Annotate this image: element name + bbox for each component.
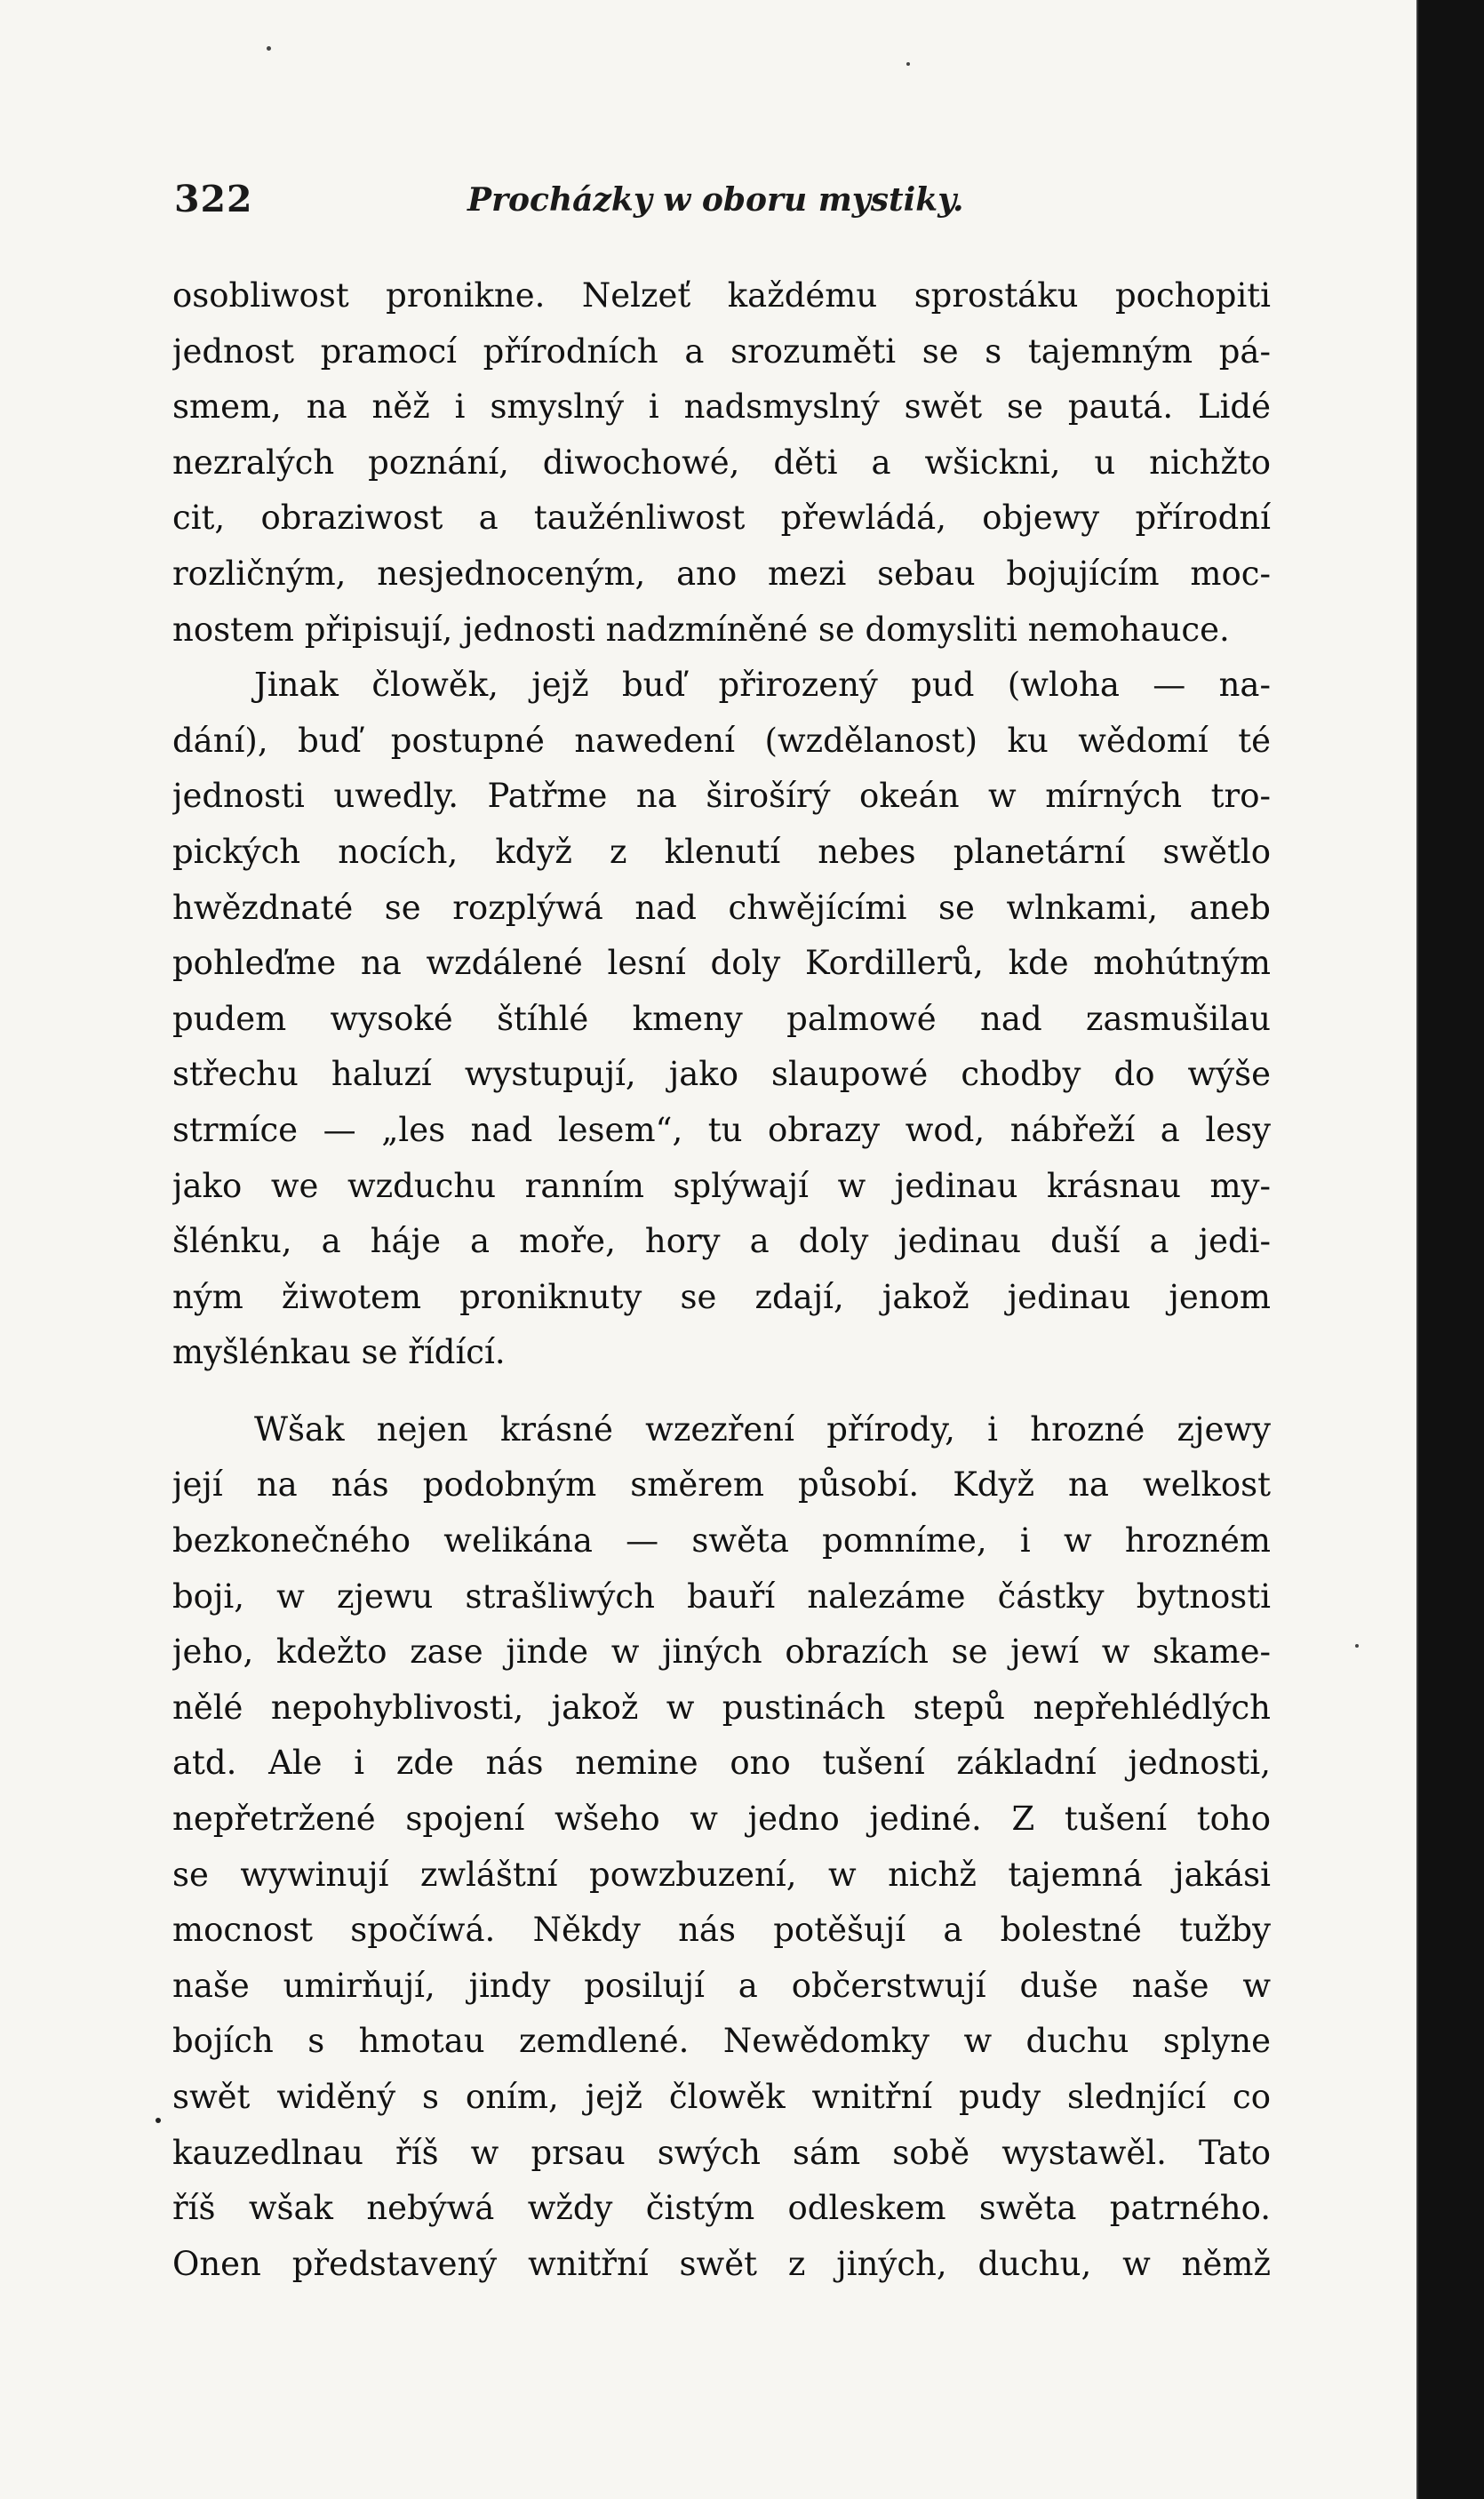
text-line: smem, na něž i smyslný i nadsmyslný swět se pautá. Lidé xyxy=(172,387,1271,427)
text-line: rozličným, nesjednoceným, ano mezi sebau bojujícím moc- xyxy=(172,554,1271,593)
text-line: šlénku, a háje a moře, hory a doly jedinau duší a jedi- xyxy=(172,1222,1271,1261)
text-line: jeho, kdežto zase jinde w jiných obrazích se jewí w skame- xyxy=(172,1633,1271,1672)
text-line: nezralých poznání, diwochowé, děti a wšickni, u nichžto xyxy=(172,443,1271,482)
text-line: jednosti uwedly. Patřme na širošírý okeán w mírných tro- xyxy=(172,777,1271,816)
text-line: Onen představený wnitřní swět z jiných, duchu, w němž xyxy=(172,2244,1271,2283)
text-line: swět widěný s oním, jejž člowěk wnitřní pudy slednjící co xyxy=(172,2078,1271,2116)
text-line: osobliwost pronikne. Nelzeť každému sprostáku pochopiti xyxy=(172,276,1271,315)
text-line: bojích s hmotau zemdlené. Newědomky w duchu splyne xyxy=(172,2022,1271,2061)
book-spine-background xyxy=(1418,0,1484,2499)
text-line: atd. Ale i zde nás nemine ono tušení základní jednosti, xyxy=(172,1744,1271,1783)
paper-speck xyxy=(906,62,910,66)
text-line: kauzedlnau říš w prsau swých sám sobě wystawěl. Tato xyxy=(172,2133,1271,2172)
page-number: 322 xyxy=(174,178,253,220)
text-line: pudem wysoké štíhlé kmeny palmowé nad zasmušilau xyxy=(172,999,1271,1038)
running-title: Procházky w oboru mystiky. xyxy=(467,181,964,219)
text-line: se wywinují zwláštní powzbuzení, w nichž tajemná jakási xyxy=(172,1855,1271,1894)
text-line: říš wšak nebýwá wždy čistým odleskem swěta patrného. xyxy=(172,2189,1271,2228)
text-line: střechu haluzí wystupují, jako slaupowé chodby do wýše xyxy=(172,1055,1271,1094)
text-line: Wšak nejen krásné wzezření přírody, i hrozné zjewy xyxy=(254,1409,1271,1449)
paragraph-gap xyxy=(172,1381,1271,1402)
text-line: hwězdnaté se rozplýwá nad chwějícími se wlnkami, aneb xyxy=(172,888,1271,927)
page-header xyxy=(174,178,1269,231)
text-line: nělé nepohyblivosti, jakož w pustinách stepů nepřehlédlých xyxy=(172,1688,1271,1727)
paper-speck xyxy=(1355,1644,1359,1648)
text-line: jako we wzduchu ranním splýwají w jedinau krásnau my- xyxy=(172,1166,1271,1205)
body-text xyxy=(172,268,1271,2292)
paragraph-2 xyxy=(172,1402,1271,2293)
text-line: myšlénkau se řídící. xyxy=(172,1333,506,1372)
text-line: boji, w zjewu strašliwých bauří nalezáme částky bytnosti xyxy=(172,1577,1271,1616)
text-line: cit, obraziwost a taužénliwost přewládá, objewy přírodní xyxy=(172,499,1271,538)
paper-speck xyxy=(267,46,271,51)
text-line: její na nás podobným směrem působí. Když na welkost xyxy=(172,1465,1271,1505)
text-line: naše umirňují, jindy posilují a občerstwují duše naše w xyxy=(172,1966,1271,2005)
text-line: pohleďme na wzdálené lesní doly Kordillerů, kde mohútným xyxy=(172,944,1271,983)
text-line: pických nocích, když z klenutí nebes planetární swětlo xyxy=(172,832,1271,871)
text-line: ným žiwotem proniknuty se zdají, jakož jedinau jenom xyxy=(172,1277,1271,1316)
paragraph-1 xyxy=(172,268,1271,1381)
text-line: strmíce — „les nad lesem“, tu obrazy wod, nábřeží a lesy xyxy=(172,1110,1271,1149)
text-line: mocnost spočíwá. Někdy nás potěšují a bolestné tužby xyxy=(172,1911,1271,1950)
text-line: Jinak člowěk, jejž buď přirozený pud (wloha — na- xyxy=(254,666,1271,705)
text-line: bezkonečného welikána — swěta pomníme, i w hrozném xyxy=(172,1521,1271,1561)
text-line: dání), buď postupné nawedení (wzdělanost) ku wědomí té xyxy=(172,721,1271,760)
text-line: nepřetržené spojení wšeho w jedno jediné. Z tušení toho xyxy=(172,1800,1271,1839)
paper-speck xyxy=(156,2118,161,2123)
text-line: nostem připisují, jednosti nadzmíněné se domysliti nemohauce. xyxy=(172,610,1230,649)
text-line: jednost pramocí přírodních a srozuměti se s tajemným pá- xyxy=(172,331,1271,371)
